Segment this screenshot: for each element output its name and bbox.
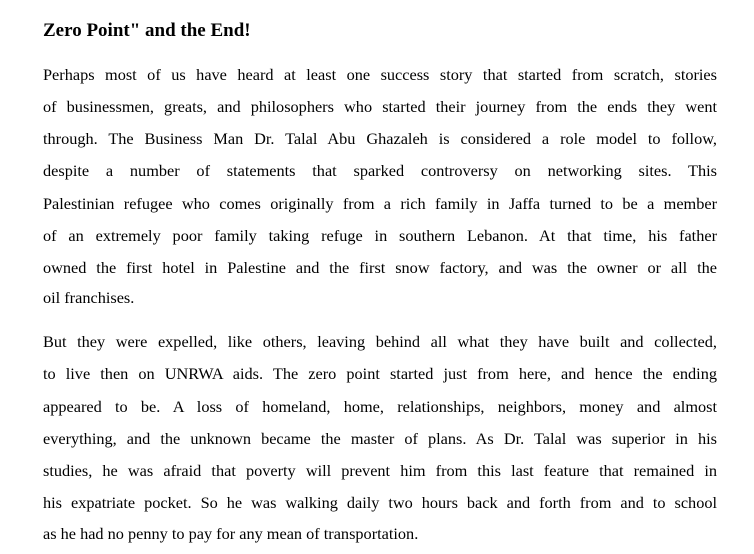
- paragraph-line: to live then on UNRWA aids. The zero point started just from here, and hence the ending: [43, 364, 717, 383]
- paragraph-line: owned the first hotel in Palestine and the first snow factory, and was the owner or all the: [43, 258, 717, 277]
- paragraph-line: as he had no penny to pay for any mean of transportation.: [43, 524, 419, 543]
- paragraph-line: his expatriate pocket. So he was walking daily two hours back and forth from and to school: [43, 493, 717, 512]
- paragraph-line: through. The Business Man Dr. Talal Abu Ghazaleh is considered a role model to follow,: [43, 129, 717, 148]
- paragraph-line: everything, and the unknown became the master of plans. As Dr. Talal was superior in his: [43, 429, 717, 448]
- paragraph-line: oil franchises.: [43, 288, 135, 307]
- document-title: Zero Point" and the End!: [43, 20, 251, 41]
- paragraph-line: Palestinian refugee who comes originally from a rich family in Jaffa turned to be a member: [43, 194, 717, 213]
- paragraph-line: despite a number of statements that sparked controversy on networking sites. This: [43, 161, 717, 180]
- paragraph-line: studies, he was afraid that poverty will prevent him from this last feature that remained in: [43, 461, 717, 480]
- paragraph-line: Perhaps most of us have heard at least one success story that started from scratch, stories: [43, 65, 717, 84]
- paragraph-line: But they were expelled, like others, leaving behind all what they have built and collected,: [43, 332, 717, 351]
- paragraph-line: of an extremely poor family taking refuge in southern Lebanon. At that time, his father: [43, 226, 717, 245]
- paragraph-line: of businessmen, greats, and philosophers who started their journey from the ends they went: [43, 97, 717, 116]
- paragraph-line: appeared to be. A loss of homeland, home, relationships, neighbors, money and almost: [43, 397, 717, 416]
